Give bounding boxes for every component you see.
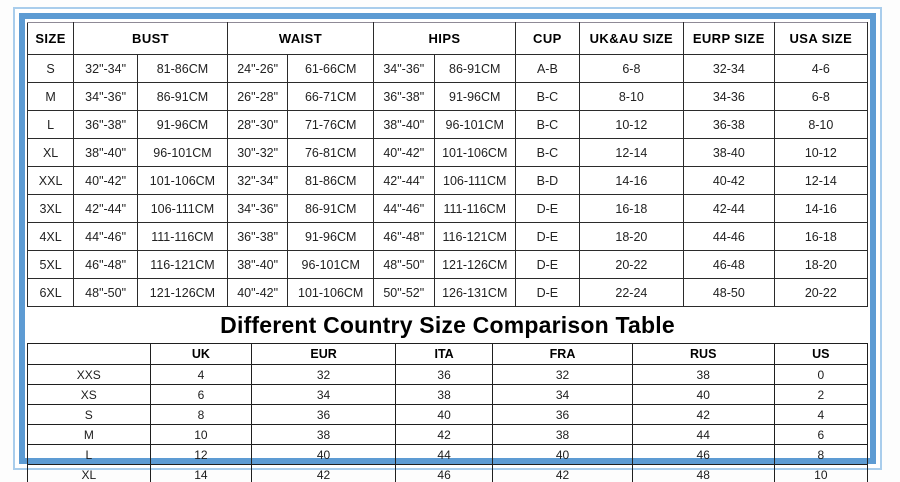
table-cell: B-D — [515, 167, 579, 195]
table-cell: 66-71CM — [288, 83, 374, 111]
table-cell: 46 — [632, 445, 774, 465]
column-header: RUS — [632, 344, 774, 365]
table-cell: 34 — [252, 385, 396, 405]
table-cell: 6XL — [28, 279, 74, 307]
table-cell: 111-116CM — [138, 223, 228, 251]
column-header: USA SIZE — [774, 23, 867, 55]
table-cell: 8 — [774, 445, 867, 465]
table-cell: 86-91CM — [138, 83, 228, 111]
table-cell: 6-8 — [579, 55, 683, 83]
table-cell: 34"-36" — [374, 55, 434, 83]
table-cell: 40"-42" — [374, 139, 434, 167]
table-row — [28, 365, 868, 385]
table-row — [28, 425, 868, 445]
table-row — [28, 195, 868, 223]
table-cell: 101-106CM — [138, 167, 228, 195]
table-cell: 91-96CM — [434, 83, 515, 111]
table-cell: 4-6 — [774, 55, 867, 83]
table-cell: 48-50 — [683, 279, 774, 307]
column-header: SIZE — [28, 23, 74, 55]
column-header: UK — [150, 344, 252, 365]
table-cell: 71-76CM — [288, 111, 374, 139]
table-cell: D-E — [515, 279, 579, 307]
table-cell: 46"-48" — [374, 223, 434, 251]
table-cell: XS — [28, 385, 151, 405]
table-cell: 0 — [774, 365, 867, 385]
column-header: ITA — [395, 344, 492, 365]
table-cell: 24"-26" — [227, 55, 287, 83]
table-cell: 40"-42" — [74, 167, 138, 195]
table-cell: XL — [28, 139, 74, 167]
column-header: HIPS — [374, 23, 516, 55]
table-row — [28, 139, 868, 167]
table-cell: 44"-46" — [374, 195, 434, 223]
table-row — [28, 111, 868, 139]
table-cell: 40 — [252, 445, 396, 465]
table-cell: B-C — [515, 111, 579, 139]
table-cell: 34-36 — [683, 83, 774, 111]
table-cell: 38"-40" — [74, 139, 138, 167]
table-cell: 86-91CM — [288, 195, 374, 223]
table-cell: 14 — [150, 465, 252, 482]
table-cell: 42 — [252, 465, 396, 482]
table-cell: 16-18 — [774, 223, 867, 251]
table-cell: 42 — [493, 465, 632, 482]
table-cell: 121-126CM — [434, 251, 515, 279]
table-cell: 36 — [395, 365, 492, 385]
table-cell: 81-86CM — [138, 55, 228, 83]
column-header: UK&AU SIZE — [579, 23, 683, 55]
table-cell: D-E — [515, 195, 579, 223]
table-row — [28, 55, 868, 83]
table-cell: 6 — [150, 385, 252, 405]
table-cell: 42 — [632, 405, 774, 425]
table-cell: 4 — [774, 405, 867, 425]
table-cell: 44 — [632, 425, 774, 445]
table-cell: 48"-50" — [374, 251, 434, 279]
table-cell: 101-106CM — [288, 279, 374, 307]
header-row — [28, 23, 868, 55]
table-cell: 30"-32" — [227, 139, 287, 167]
table-cell: L — [28, 445, 151, 465]
table-cell: 76-81CM — [288, 139, 374, 167]
table-cell: S — [28, 55, 74, 83]
table-cell: 46"-48" — [74, 251, 138, 279]
table-cell: 38 — [493, 425, 632, 445]
outer-blue-frame — [13, 7, 882, 482]
table-cell: 44-46 — [683, 223, 774, 251]
table-cell: 22-24 — [579, 279, 683, 307]
table-cell: 42"-44" — [374, 167, 434, 195]
table-cell: 106-111CM — [434, 167, 515, 195]
table-row — [28, 385, 868, 405]
table-cell: 96-101CM — [434, 111, 515, 139]
table-cell: 10-12 — [579, 111, 683, 139]
table-cell: 40"-42" — [227, 279, 287, 307]
table-cell: M — [28, 425, 151, 445]
table-cell: 61-66CM — [288, 55, 374, 83]
table-cell: 40-42 — [683, 167, 774, 195]
table-cell: 3XL — [28, 195, 74, 223]
table-cell: 101-106CM — [434, 139, 515, 167]
table-cell: 50"-52" — [374, 279, 434, 307]
table-cell: 126-131CM — [434, 279, 515, 307]
table-cell: B-C — [515, 139, 579, 167]
table-cell: 38 — [252, 425, 396, 445]
table-cell: 121-126CM — [138, 279, 228, 307]
table-cell: 34"-36" — [227, 195, 287, 223]
table-cell: 18-20 — [774, 251, 867, 279]
table-cell: 26"-28" — [227, 83, 287, 111]
table-cell: 20-22 — [774, 279, 867, 307]
table-cell: 8-10 — [579, 83, 683, 111]
table-cell: 34 — [493, 385, 632, 405]
table-cell: 111-116CM — [434, 195, 515, 223]
table-cell: 5XL — [28, 251, 74, 279]
table-cell: 32"-34" — [74, 55, 138, 83]
table-row — [28, 405, 868, 425]
table-cell: 4 — [150, 365, 252, 385]
table-cell: 40 — [395, 405, 492, 425]
table-cell: 91-96CM — [138, 111, 228, 139]
table-cell: 40 — [493, 445, 632, 465]
table-cell: XXS — [28, 365, 151, 385]
table-cell: 32 — [493, 365, 632, 385]
table-cell: 86-91CM — [434, 55, 515, 83]
table-row — [28, 83, 868, 111]
table-cell: L — [28, 111, 74, 139]
table-cell: 48"-50" — [74, 279, 138, 307]
table-cell: 116-121CM — [434, 223, 515, 251]
table-cell: 16-18 — [579, 195, 683, 223]
table-cell: 36"-38" — [74, 111, 138, 139]
table-cell: 81-86CM — [288, 167, 374, 195]
table-row — [28, 251, 868, 279]
table-cell: 36"-38" — [227, 223, 287, 251]
table-cell: 36"-38" — [374, 83, 434, 111]
table-cell: 42"-44" — [74, 195, 138, 223]
table-cell: 96-101CM — [138, 139, 228, 167]
table-row — [28, 445, 868, 465]
table-cell: 12 — [150, 445, 252, 465]
column-header — [28, 344, 151, 365]
table-cell: 116-121CM — [138, 251, 228, 279]
table-cell: 6-8 — [774, 83, 867, 111]
table-cell: 91-96CM — [288, 223, 374, 251]
column-header: US — [774, 344, 867, 365]
table-row — [28, 223, 868, 251]
table-cell: 36-38 — [683, 111, 774, 139]
column-header: EURP SIZE — [683, 23, 774, 55]
table-cell: 38 — [632, 365, 774, 385]
table-cell: 38 — [395, 385, 492, 405]
table-cell: D-E — [515, 251, 579, 279]
table-cell: 20-22 — [579, 251, 683, 279]
table-cell: 28"-30" — [227, 111, 287, 139]
table-cell: D-E — [515, 223, 579, 251]
table-cell: 38"-40" — [227, 251, 287, 279]
column-header: EUR — [252, 344, 396, 365]
table-cell: M — [28, 83, 74, 111]
table-cell: 42-44 — [683, 195, 774, 223]
table-cell: 8-10 — [774, 111, 867, 139]
inner-blue-frame — [19, 13, 876, 482]
table-cell: 48 — [632, 465, 774, 482]
table-cell: 36 — [252, 405, 396, 425]
table-cell: 42 — [395, 425, 492, 445]
table-cell: XXL — [28, 167, 74, 195]
column-header: CUP — [515, 23, 579, 55]
country-size-comparison-table — [27, 343, 868, 482]
table-cell: 12-14 — [579, 139, 683, 167]
column-header: WAIST — [227, 23, 373, 55]
table-cell: XL — [28, 465, 151, 482]
table-cell: 10 — [774, 465, 867, 482]
table-cell: 10 — [150, 425, 252, 445]
comparison-table-title: Different Country Size Comparison Table — [220, 312, 675, 338]
table-cell: 18-20 — [579, 223, 683, 251]
table-cell: 46-48 — [683, 251, 774, 279]
table-cell: 14-16 — [774, 195, 867, 223]
table-cell: 32-34 — [683, 55, 774, 83]
table-row — [28, 167, 868, 195]
header-row — [28, 344, 868, 365]
table-cell: 40 — [632, 385, 774, 405]
table-cell: 2 — [774, 385, 867, 405]
table-cell: 32"-34" — [227, 167, 287, 195]
table-cell: 6 — [774, 425, 867, 445]
table-cell: S — [28, 405, 151, 425]
table-row — [28, 279, 868, 307]
table-cell: B-C — [515, 83, 579, 111]
table-cell: 36 — [493, 405, 632, 425]
table-cell: A-B — [515, 55, 579, 83]
table-cell: 44"-46" — [74, 223, 138, 251]
table-row — [28, 465, 868, 482]
table-cell: 10-12 — [774, 139, 867, 167]
table-cell: 96-101CM — [288, 251, 374, 279]
table-cell: 38-40 — [683, 139, 774, 167]
table-cell: 38"-40" — [374, 111, 434, 139]
table-cell: 8 — [150, 405, 252, 425]
table-cell: 44 — [395, 445, 492, 465]
column-header: BUST — [74, 23, 228, 55]
table-cell: 34"-36" — [74, 83, 138, 111]
table-cell: 14-16 — [579, 167, 683, 195]
table-cell: 32 — [252, 365, 396, 385]
table-cell: 46 — [395, 465, 492, 482]
table-cell: 12-14 — [774, 167, 867, 195]
table-cell: 4XL — [28, 223, 74, 251]
swimwear-size-chart-table — [27, 22, 868, 307]
table-cell: 106-111CM — [138, 195, 228, 223]
column-header: FRA — [493, 344, 632, 365]
